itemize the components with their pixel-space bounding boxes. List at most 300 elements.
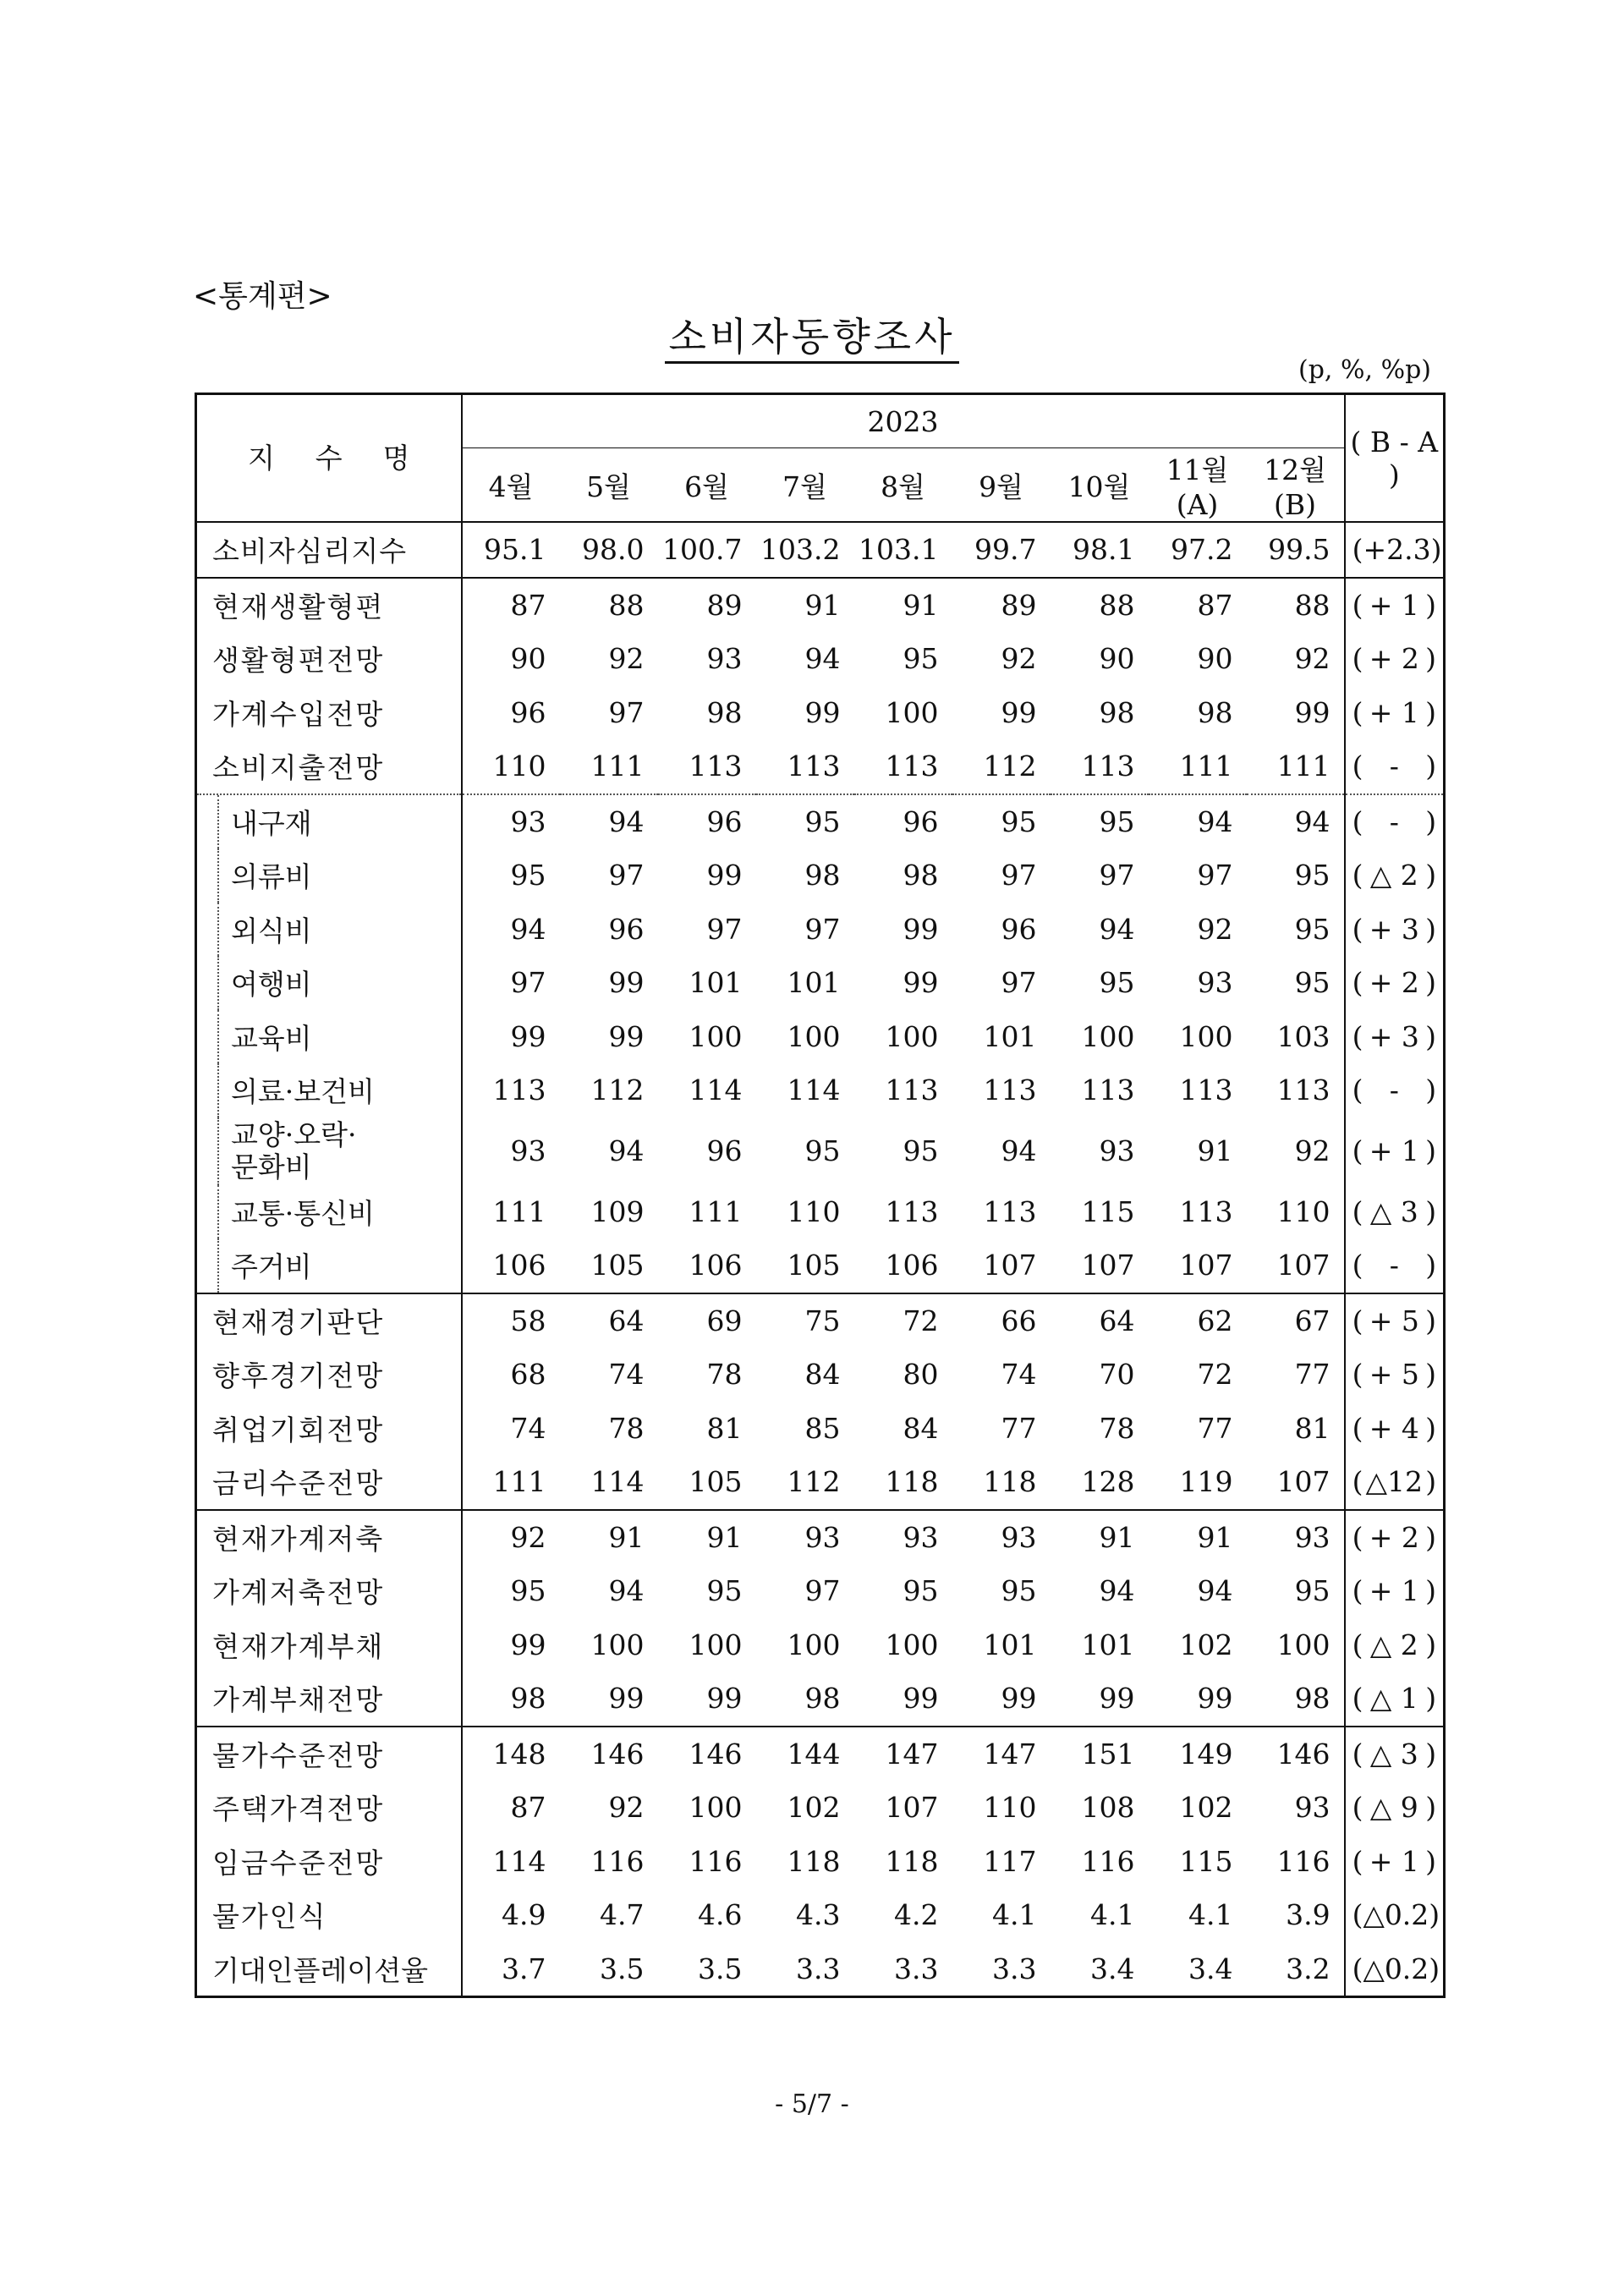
row-label: 교통·통신비 (196, 1185, 462, 1239)
value-cell: 96 (706, 1134, 743, 1167)
value-cell: 113 (689, 749, 743, 783)
table-row (196, 1293, 1445, 1348)
header-month: 11월(A) (1149, 448, 1247, 523)
value-cell: 84 (804, 1358, 841, 1392)
value-cell: 67 (1247, 1293, 1345, 1348)
value-cell: 116 (1081, 1844, 1135, 1878)
value-cell: 94 (608, 1134, 645, 1167)
value-cell: 95 (1294, 912, 1330, 946)
diff-value: △ 3 (1369, 1737, 1418, 1771)
value-cell: 95 (706, 1574, 743, 1608)
value-cell: 105 (787, 1249, 841, 1282)
table-row (196, 522, 1445, 578)
value-cell: 100 (1179, 1019, 1233, 1053)
value-cell: 107 (1081, 1249, 1135, 1282)
value-cell: 85 (804, 1411, 841, 1445)
value-cell: 96 (854, 794, 952, 849)
value-cell: 4.7 (600, 1898, 645, 1932)
value-cell: 4.6 (698, 1898, 743, 1932)
row-label: 여행비 (196, 956, 462, 1010)
value-cell: 64 (1051, 1293, 1149, 1348)
value-cell: 93 (756, 1510, 854, 1565)
value-cell: 90 (510, 642, 546, 676)
value-cell: 113 (492, 1073, 546, 1107)
diff-cell: ( +2.3 ) (1345, 522, 1445, 578)
value-cell: 97 (804, 1574, 841, 1608)
value-cell: 101 (1081, 1628, 1135, 1661)
row-label: 의류비 (196, 848, 462, 903)
value-cell: 107 (1179, 1249, 1233, 1282)
value-cell: 97.2 (1149, 522, 1247, 578)
row-label: 현재생활형편 (196, 578, 462, 633)
diff-cell: ( + 1 ) (1345, 578, 1445, 633)
diff-value: + 1 (1369, 1134, 1419, 1167)
value-cell: 148 (462, 1727, 560, 1782)
value-cell: 111 (689, 1194, 743, 1228)
value-cell: 91 (756, 578, 854, 633)
page-number: - 5/7 - (775, 2089, 849, 2119)
value-cell: 3.4 (1090, 1952, 1135, 1985)
value-cell: 102 (787, 1791, 841, 1825)
diff-value: - (1389, 804, 1399, 838)
row-label: 가계수입전망 (196, 686, 462, 740)
value-cell: 97 (804, 912, 841, 946)
value-cell: 77 (1197, 1411, 1233, 1445)
row-label: 내구재 (196, 794, 462, 849)
row-label-line2: 문화비 (231, 1150, 312, 1183)
table-row (196, 1455, 1445, 1510)
diff-value: + 2 (1369, 966, 1419, 1000)
value-cell: 95 (756, 794, 854, 849)
value-cell: 93 (854, 1510, 952, 1565)
value-cell: 114 (492, 1844, 546, 1878)
row-label: 가계저축전망 (196, 1564, 462, 1618)
value-cell: 4.3 (796, 1898, 841, 1932)
value-cell: 128 (1081, 1465, 1135, 1499)
value-cell: 66 (952, 1293, 1051, 1348)
value-cell: 110 (983, 1791, 1037, 1825)
value-cell: 64 (560, 1293, 658, 1348)
diff-value: +2.3 (1363, 533, 1431, 567)
table-row (196, 1238, 1445, 1293)
value-cell: 90 (1197, 642, 1233, 676)
header-month: 8월 (854, 448, 952, 523)
diff-cell: ( △12 ) (1345, 1455, 1445, 1510)
diff-cell: ( △ 1 ) (1345, 1672, 1445, 1727)
value-cell: 97 (1197, 859, 1233, 892)
diff-value: △ 1 (1369, 1682, 1418, 1716)
value-cell: 3.9 (1286, 1898, 1330, 1932)
value-cell: 3.4 (1188, 1952, 1233, 1985)
diff-cell: ( + 3 ) (1345, 1010, 1445, 1064)
value-cell: 108 (1081, 1791, 1135, 1825)
value-cell: 94 (1149, 794, 1247, 849)
value-cell: 113 (983, 1073, 1037, 1107)
diff-cell: ( △ 3 ) (1345, 1185, 1445, 1239)
diff-cell: ( △ 2 ) (1345, 848, 1445, 903)
row-label: 금리수준전망 (196, 1455, 462, 1510)
row-label: 현재가계저축 (196, 1510, 462, 1565)
diff-cell: ( + 2 ) (1345, 1510, 1445, 1565)
header-year: 2023 (867, 404, 939, 438)
value-cell: 114 (590, 1465, 645, 1499)
value-cell: 102 (1179, 1791, 1233, 1825)
value-cell: 77 (1294, 1358, 1330, 1392)
value-cell: 95 (952, 794, 1051, 849)
diff-value: - (1389, 1073, 1399, 1107)
value-cell: 92 (1197, 912, 1233, 946)
diff-value: △0.2 (1363, 1952, 1429, 1985)
value-cell: 111 (492, 1465, 546, 1499)
value-cell: 98 (706, 695, 743, 729)
table-row (196, 686, 1445, 740)
value-cell: 99 (1197, 1682, 1233, 1716)
value-cell: 119 (1179, 1465, 1233, 1499)
value-cell: 89 (952, 578, 1051, 633)
value-cell: 99 (1294, 695, 1330, 729)
diff-cell: ( - ) (1345, 739, 1445, 794)
value-cell: 99.5 (1247, 522, 1345, 578)
value-cell: 87 (462, 578, 560, 633)
table-row (196, 956, 1445, 1010)
section-label: <통계편> (193, 279, 332, 314)
diff-cell: ( △ 9 ) (1345, 1781, 1445, 1835)
value-cell: 99 (608, 1019, 645, 1053)
value-cell: 81 (1294, 1411, 1330, 1445)
value-cell: 147 (952, 1727, 1051, 1782)
diff-value: + 4 (1369, 1411, 1419, 1445)
value-cell: 94 (1247, 794, 1345, 849)
table-row (196, 1888, 1445, 1942)
diff-cell: ( △0.2 ) (1345, 1888, 1445, 1942)
table-row (196, 1942, 1445, 1997)
value-cell: 94 (608, 1574, 645, 1608)
consumer-survey-table (195, 393, 1446, 1998)
diff-value: △ 3 (1369, 1194, 1418, 1228)
value-cell: 78 (1099, 1411, 1135, 1445)
value-cell: 100 (885, 695, 939, 729)
table-row (196, 1835, 1445, 1889)
value-cell: 97 (1001, 966, 1037, 1000)
value-cell: 118 (885, 1465, 939, 1499)
value-cell: 98 (804, 1682, 841, 1716)
diff-cell: ( + 2 ) (1345, 632, 1445, 686)
table-row (196, 632, 1445, 686)
diff-value: - (1389, 1249, 1399, 1282)
value-cell: 99 (804, 695, 841, 729)
row-label: 외식비 (196, 903, 462, 957)
value-cell: 99 (903, 912, 939, 946)
value-cell: 99 (608, 1682, 645, 1716)
value-cell: 102 (1179, 1628, 1233, 1661)
diff-value: + 1 (1369, 1844, 1419, 1878)
value-cell: 99 (706, 1682, 743, 1716)
value-cell: 70 (1099, 1358, 1135, 1392)
value-cell: 74 (608, 1358, 645, 1392)
value-cell: 115 (1081, 1194, 1135, 1228)
value-cell: 111 (1276, 749, 1330, 783)
row-label: 향후경기전망 (196, 1348, 462, 1402)
diff-cell: ( △ 3 ) (1345, 1727, 1445, 1782)
value-cell: 88 (560, 578, 658, 633)
value-cell: 96 (510, 695, 546, 729)
table-row (196, 1063, 1445, 1117)
value-cell: 101 (983, 1628, 1037, 1661)
value-cell: 116 (590, 1844, 645, 1878)
value-cell: 72 (1197, 1358, 1233, 1392)
diff-cell: ( - ) (1345, 794, 1445, 849)
value-cell: 77 (1001, 1411, 1037, 1445)
value-cell: 101 (689, 966, 743, 1000)
value-cell: 99 (510, 1628, 546, 1661)
value-cell: 95 (510, 1574, 546, 1608)
value-cell: 113 (1179, 1194, 1233, 1228)
row-label-line1: 교양·오락· (231, 1117, 357, 1151)
value-cell: 113 (983, 1194, 1037, 1228)
table-body (196, 522, 1445, 1997)
value-cell: 95 (1099, 966, 1135, 1000)
value-cell: 113 (885, 1194, 939, 1228)
header-month: 6월 (658, 448, 756, 523)
row-label: 기대인플레이션율 (196, 1942, 462, 1997)
value-cell: 4.1 (1090, 1898, 1135, 1932)
value-cell: 99 (1099, 1682, 1135, 1716)
value-cell: 91 (1149, 1510, 1247, 1565)
value-cell: 80 (903, 1358, 939, 1392)
value-cell: 106 (689, 1249, 743, 1282)
value-cell: 88 (1247, 578, 1345, 633)
value-cell: 93 (510, 1134, 546, 1167)
table-row (196, 848, 1445, 903)
value-cell: 100 (689, 1019, 743, 1053)
diff-value: + 3 (1369, 912, 1419, 946)
table-row (196, 1618, 1445, 1672)
value-cell: 151 (1051, 1727, 1149, 1782)
diff-value: △ 2 (1369, 1628, 1418, 1661)
value-cell: 92 (608, 1791, 645, 1825)
value-cell: 112 (590, 1073, 645, 1107)
header-month: 7월 (756, 448, 854, 523)
value-cell: 110 (1276, 1194, 1330, 1228)
value-cell: 58 (462, 1293, 560, 1348)
value-cell: 92 (608, 642, 645, 676)
value-cell: 144 (756, 1727, 854, 1782)
value-cell: 93 (462, 794, 560, 849)
value-cell: 91 (658, 1510, 756, 1565)
diff-cell: ( + 2 ) (1345, 956, 1445, 1010)
diff-cell: ( △ 2 ) (1345, 1618, 1445, 1672)
row-label: 현재가계부채 (196, 1618, 462, 1672)
value-cell: 112 (983, 749, 1037, 783)
diff-cell: ( - ) (1345, 1238, 1445, 1293)
value-cell: 96 (608, 912, 645, 946)
value-cell: 62 (1149, 1293, 1247, 1348)
row-label: 소비지출전망 (196, 739, 462, 794)
row-label: 생활형편전망 (196, 632, 462, 686)
value-cell: 116 (1276, 1844, 1330, 1878)
value-cell: 105 (590, 1249, 645, 1282)
value-cell: 98 (510, 1682, 546, 1716)
value-cell: 98 (1294, 1682, 1330, 1716)
value-cell: 98.1 (1051, 522, 1149, 578)
value-cell: 4.1 (992, 1898, 1037, 1932)
table-row (196, 903, 1445, 957)
value-cell: 95 (1294, 859, 1330, 892)
value-cell: 94 (510, 912, 546, 946)
value-cell: 92 (1294, 642, 1330, 676)
value-cell: 92 (462, 1510, 560, 1565)
value-cell: 91 (560, 1510, 658, 1565)
value-cell: 113 (885, 1073, 939, 1107)
row-label: 교육비 (196, 1010, 462, 1064)
unit-label: (p, %, %p) (1298, 355, 1431, 385)
value-cell: 91 (1051, 1510, 1149, 1565)
value-cell: 87 (1149, 578, 1247, 633)
value-cell: 99 (1001, 1682, 1037, 1716)
value-cell: 100 (885, 1019, 939, 1053)
value-cell: 92 (1001, 642, 1037, 676)
value-cell: 95 (1051, 794, 1149, 849)
diff-cell: ( △0.2 ) (1345, 1942, 1445, 1997)
value-cell: 99 (510, 1019, 546, 1053)
value-cell: 115 (1179, 1844, 1233, 1878)
diff-value: + 2 (1369, 1520, 1419, 1554)
value-cell: 146 (560, 1727, 658, 1782)
value-cell: 101 (787, 966, 841, 1000)
value-cell: 117 (983, 1844, 1037, 1878)
value-cell: 94 (1099, 1574, 1135, 1608)
value-cell: 94 (1099, 912, 1135, 946)
value-cell: 3.5 (698, 1952, 743, 1985)
header-month: 10월 (1051, 448, 1149, 523)
value-cell: 3.3 (894, 1952, 939, 1985)
value-cell: 146 (1247, 1727, 1345, 1782)
value-cell: 106 (885, 1249, 939, 1282)
value-cell: 98 (1197, 695, 1233, 729)
value-cell: 112 (787, 1465, 841, 1499)
diff-value: + 5 (1369, 1304, 1419, 1337)
value-cell: 4.1 (1188, 1898, 1233, 1932)
value-cell: 100 (1276, 1628, 1330, 1661)
value-cell: 95.1 (462, 522, 560, 578)
value-cell: 107 (885, 1791, 939, 1825)
value-cell: 99 (903, 966, 939, 1000)
value-cell: 94 (1001, 1134, 1037, 1167)
value-cell: 99 (706, 859, 743, 892)
diff-value: △12 (1365, 1465, 1423, 1499)
table-row (196, 1672, 1445, 1727)
value-cell: 93 (1294, 1791, 1330, 1825)
value-cell: 98 (1099, 695, 1135, 729)
document-title (0, 306, 1624, 362)
row-label: 의료·보건비 (196, 1063, 462, 1117)
value-cell: 113 (1276, 1073, 1330, 1107)
value-cell: 107 (983, 1249, 1037, 1282)
value-cell: 99 (903, 1682, 939, 1716)
value-cell: 98 (804, 859, 841, 892)
header-month: 12월(B) (1247, 448, 1345, 523)
value-cell: 147 (854, 1727, 952, 1782)
value-cell: 3.3 (796, 1952, 841, 1985)
value-cell: 100 (787, 1019, 841, 1053)
value-cell: 106 (492, 1249, 546, 1282)
value-cell: 116 (689, 1844, 743, 1878)
value-cell: 91 (854, 578, 952, 633)
value-cell: 95 (903, 1134, 939, 1167)
value-cell: 105 (689, 1465, 743, 1499)
value-cell: 94 (804, 642, 841, 676)
value-cell: 3.7 (502, 1952, 546, 1985)
value-cell: 99 (1001, 695, 1037, 729)
value-cell: 111 (590, 749, 645, 783)
value-cell: 98 (903, 859, 939, 892)
diff-value: △0.2 (1363, 1898, 1429, 1932)
value-cell: 99.7 (952, 522, 1051, 578)
value-cell: 88 (1051, 578, 1149, 633)
value-cell: 95 (804, 1134, 841, 1167)
table-row (196, 1564, 1445, 1618)
value-cell: 118 (983, 1465, 1037, 1499)
value-cell: 111 (492, 1194, 546, 1228)
diff-cell: ( - ) (1345, 1063, 1445, 1117)
table-row (196, 1781, 1445, 1835)
value-cell: 74 (510, 1411, 546, 1445)
value-cell: 103.1 (854, 522, 952, 578)
row-label: 임금수준전망 (196, 1835, 462, 1889)
header-row-year (196, 394, 1445, 448)
header-index-name: 지 수 명 (196, 394, 462, 523)
diff-value: + 1 (1369, 1574, 1419, 1608)
value-cell: 113 (1179, 1073, 1233, 1107)
diff-cell: ( + 4 ) (1345, 1402, 1445, 1456)
value-cell: 3.5 (600, 1952, 645, 1985)
value-cell: 113 (787, 749, 841, 783)
row-label: 소비자심리지수 (196, 522, 462, 578)
value-cell: 111 (1179, 749, 1233, 783)
value-cell: 149 (1149, 1727, 1247, 1782)
value-cell: 99 (608, 966, 645, 1000)
value-cell: 94 (1197, 1574, 1233, 1608)
value-cell: 93 (1099, 1134, 1135, 1167)
header-month: 5월 (560, 448, 658, 523)
header-month: 4월 (462, 448, 560, 523)
value-cell: 97 (1001, 859, 1037, 892)
diff-value: + 2 (1369, 642, 1419, 676)
document-title-text: 소비자동향조사 (665, 314, 958, 364)
diff-cell: ( + 5 ) (1345, 1293, 1445, 1348)
table-row (196, 739, 1445, 794)
value-cell: 98.0 (560, 522, 658, 578)
value-cell: 92 (1294, 1134, 1330, 1167)
value-cell: 107 (1276, 1249, 1330, 1282)
value-cell: 90 (1099, 642, 1135, 676)
value-cell: 97 (510, 966, 546, 1000)
row-label: 취업기회전망 (196, 1402, 462, 1456)
value-cell: 78 (608, 1411, 645, 1445)
table-row (196, 1348, 1445, 1402)
value-cell: 100 (1081, 1019, 1135, 1053)
value-cell: 74 (1001, 1358, 1037, 1392)
value-cell: 69 (658, 1293, 756, 1348)
value-cell: 68 (510, 1358, 546, 1392)
diff-cell: ( + 5 ) (1345, 1348, 1445, 1402)
value-cell: 109 (590, 1194, 645, 1228)
value-cell: 110 (787, 1194, 841, 1228)
value-cell: 113 (885, 749, 939, 783)
diff-cell: ( + 1 ) (1345, 1835, 1445, 1889)
value-cell: 103.2 (756, 522, 854, 578)
table-row (196, 1117, 1445, 1185)
